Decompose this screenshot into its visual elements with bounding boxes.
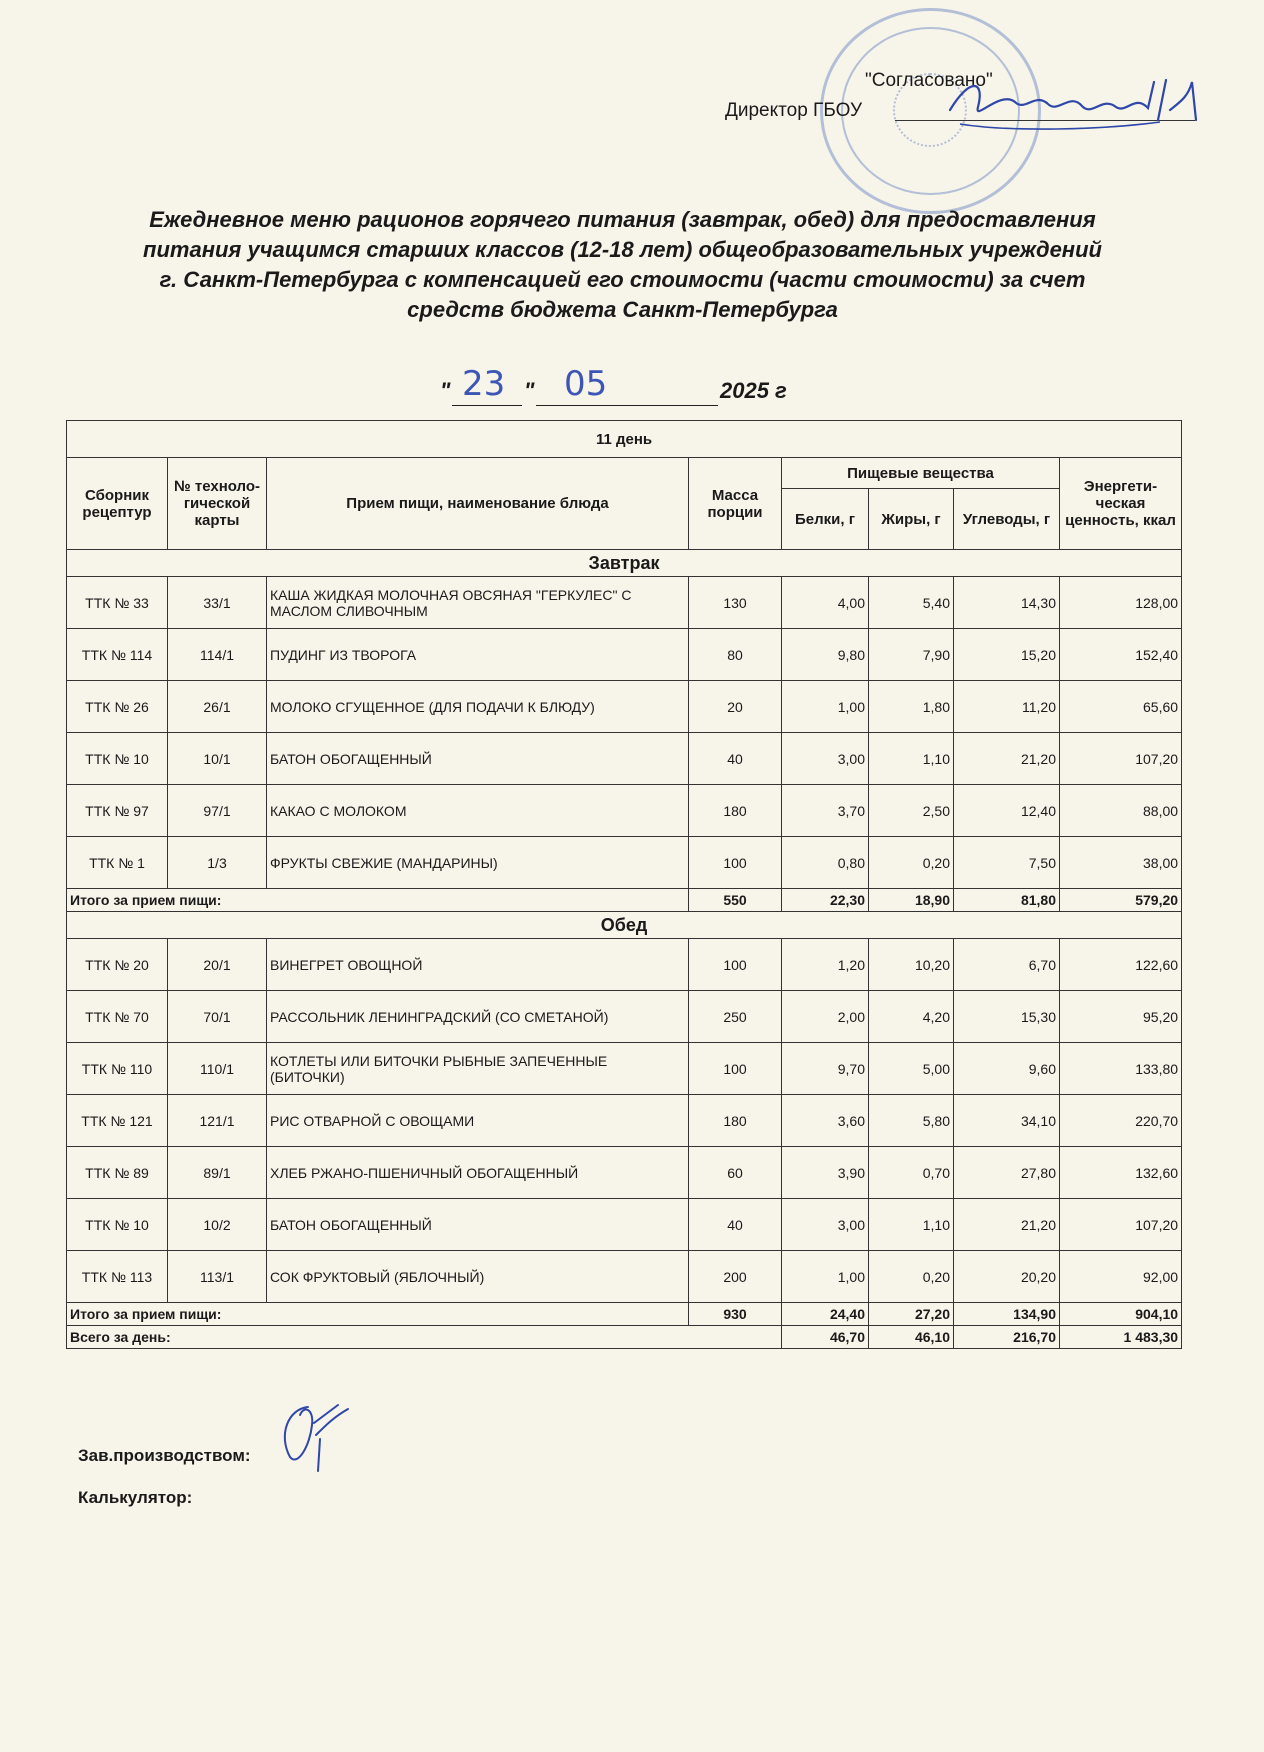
table-row (67, 629, 1182, 681)
cell-dish: КОТЛЕТЫ ИЛИ БИТОЧКИ РЫБНЫЕ ЗАПЕЧЕННЫЕ (БИТОЧКИ) (267, 1043, 689, 1095)
subtotal-protein: 24,40 (782, 1303, 869, 1326)
cell-card: 114/1 (168, 629, 267, 681)
cell-protein: 9,70 (782, 1043, 869, 1095)
cell-fat: 10,20 (869, 939, 954, 991)
cell-collection: ТТК № 110 (67, 1043, 168, 1095)
breakfast-section (67, 550, 1182, 912)
title-line: средств бюджета Санкт-Петербурга (407, 297, 838, 322)
cell-carbs: 12,40 (954, 785, 1060, 837)
cell-fat: 0,20 (869, 1251, 954, 1303)
cell-carbs: 20,20 (954, 1251, 1060, 1303)
cell-card: 97/1 (168, 785, 267, 837)
table-row (67, 837, 1182, 889)
table-row (67, 681, 1182, 733)
cell-carbs: 15,20 (954, 629, 1060, 681)
cell-protein: 3,90 (782, 1147, 869, 1199)
header-carbs: Углеводы, г (954, 489, 1060, 550)
grand-total-row (67, 1326, 1182, 1349)
cell-carbs: 11,20 (954, 681, 1060, 733)
cell-fat: 7,90 (869, 629, 954, 681)
cell-mass: 200 (689, 1251, 782, 1303)
cell-protein: 1,00 (782, 681, 869, 733)
subtotal-carbs: 134,90 (954, 1303, 1060, 1326)
table-row (67, 1147, 1182, 1199)
cell-fat: 0,20 (869, 837, 954, 889)
cell-protein: 3,60 (782, 1095, 869, 1147)
table-row (67, 1251, 1182, 1303)
cell-card: 121/1 (168, 1095, 267, 1147)
cell-card: 10/1 (168, 733, 267, 785)
table-row (67, 785, 1182, 837)
approval-label: "Согласовано" (865, 70, 993, 91)
cell-carbs: 15,30 (954, 991, 1060, 1043)
cell-card: 26/1 (168, 681, 267, 733)
table-row (67, 733, 1182, 785)
document-title (65, 205, 1180, 325)
grand-total-fat: 46,10 (869, 1326, 954, 1349)
cell-dish: СОК ФРУКТОВЫЙ (ЯБЛОЧНЫЙ) (267, 1251, 689, 1303)
cell-carbs: 9,60 (954, 1043, 1060, 1095)
cell-collection: ТТК № 1 (67, 837, 168, 889)
cell-energy: 220,70 (1060, 1095, 1182, 1147)
cell-fat: 5,00 (869, 1043, 954, 1095)
cell-energy: 132,60 (1060, 1147, 1182, 1199)
cell-mass: 180 (689, 785, 782, 837)
menu-table (66, 420, 1182, 1349)
cell-carbs: 27,80 (954, 1147, 1060, 1199)
cell-mass: 100 (689, 1043, 782, 1095)
cell-carbs: 21,20 (954, 733, 1060, 785)
production-head-signature (268, 1395, 358, 1475)
cell-energy: 95,20 (1060, 991, 1182, 1043)
calculator-label: Калькулятор: (78, 1488, 193, 1507)
cell-dish: МОЛОКО СГУЩЕННОЕ (ДЛЯ ПОДАЧИ К БЛЮДУ) (267, 681, 689, 733)
day-title: 11 день (67, 421, 1182, 458)
section-title: Завтрак (67, 550, 1182, 577)
cell-dish: БАТОН ОБОГАЩЕННЫЙ (267, 1199, 689, 1251)
cell-mass: 40 (689, 1199, 782, 1251)
subtotal-energy: 579,20 (1060, 889, 1182, 912)
cell-dish: ХЛЕБ РЖАНО-ПШЕНИЧНЫЙ ОБОГАЩЕННЫЙ (267, 1147, 689, 1199)
director-signature (930, 62, 1230, 142)
cell-dish: КАКАО С МОЛОКОМ (267, 785, 689, 837)
cell-collection: ТТК № 26 (67, 681, 168, 733)
cell-mass: 80 (689, 629, 782, 681)
date-year: 2025 г (720, 378, 787, 403)
subtotal-row (67, 889, 1182, 912)
cell-fat: 1,10 (869, 1199, 954, 1251)
subtotal-fat: 18,90 (869, 889, 954, 912)
cell-card: 33/1 (168, 577, 267, 629)
table-row (67, 577, 1182, 629)
cell-energy: 152,40 (1060, 629, 1182, 681)
header-protein: Белки, г (782, 489, 869, 550)
cell-energy: 65,60 (1060, 681, 1182, 733)
cell-card: 89/1 (168, 1147, 267, 1199)
date-month: 05 (564, 364, 608, 404)
cell-energy: 122,60 (1060, 939, 1182, 991)
cell-mass: 100 (689, 939, 782, 991)
cell-protein: 3,00 (782, 733, 869, 785)
cell-collection: ТТК № 89 (67, 1147, 168, 1199)
cell-protein: 1,00 (782, 1251, 869, 1303)
quote-mark: " (524, 378, 535, 403)
director-label: Директор ГБОУ (725, 100, 863, 121)
cell-protein: 3,00 (782, 1199, 869, 1251)
cell-card: 110/1 (168, 1043, 267, 1095)
cell-fat: 5,80 (869, 1095, 954, 1147)
cell-collection: ТТК № 33 (67, 577, 168, 629)
cell-mass: 20 (689, 681, 782, 733)
cell-energy: 107,20 (1060, 1199, 1182, 1251)
cell-carbs: 34,10 (954, 1095, 1060, 1147)
cell-mass: 40 (689, 733, 782, 785)
header-energy: Энергети-ческая ценность, ккал (1060, 458, 1182, 550)
table-header (67, 421, 1182, 550)
cell-mass: 180 (689, 1095, 782, 1147)
subtotal-protein: 22,30 (782, 889, 869, 912)
month-underline (536, 405, 718, 406)
header-nutrients: Пищевые вещества (782, 458, 1060, 489)
cell-protein: 1,20 (782, 939, 869, 991)
day-underline (452, 405, 522, 406)
cell-collection: ТТК № 121 (67, 1095, 168, 1147)
cell-fat: 2,50 (869, 785, 954, 837)
table-row (67, 1043, 1182, 1095)
cell-card: 1/3 (168, 837, 267, 889)
menu-date (440, 364, 820, 412)
subtotal-mass: 550 (689, 889, 782, 912)
cell-dish: ФРУКТЫ СВЕЖИЕ (МАНДАРИНЫ) (267, 837, 689, 889)
subtotal-label: Итого за прием пищи: (67, 1303, 689, 1326)
cell-carbs: 7,50 (954, 837, 1060, 889)
header-collection: Сборник рецептур (67, 458, 168, 550)
cell-fat: 0,70 (869, 1147, 954, 1199)
subtotal-fat: 27,20 (869, 1303, 954, 1326)
title-line: питания учащимся старших классов (12-18 лет) общеобразовательных учреждений (143, 237, 1102, 262)
table-row (67, 1199, 1182, 1251)
header-fat: Жиры, г (869, 489, 954, 550)
cell-card: 10/2 (168, 1199, 267, 1251)
grand-total-carbs: 216,70 (954, 1326, 1060, 1349)
date-day: 23 (462, 364, 506, 404)
title-line: г. Санкт-Петербурга с компенсацией его стоимости (части стоимости) за счет (159, 267, 1086, 292)
grand-total-protein: 46,70 (782, 1326, 869, 1349)
cell-energy: 88,00 (1060, 785, 1182, 837)
subtotal-label: Итого за прием пищи: (67, 889, 689, 912)
cell-energy: 92,00 (1060, 1251, 1182, 1303)
cell-card: 113/1 (168, 1251, 267, 1303)
cell-carbs: 6,70 (954, 939, 1060, 991)
cell-dish: БАТОН ОБОГАЩЕННЫЙ (267, 733, 689, 785)
cell-card: 70/1 (168, 991, 267, 1043)
cell-collection: ТТК № 70 (67, 991, 168, 1043)
subtotal-carbs: 81,80 (954, 889, 1060, 912)
cell-carbs: 14,30 (954, 577, 1060, 629)
cell-fat: 1,10 (869, 733, 954, 785)
cell-dish: КАША ЖИДКАЯ МОЛОЧНАЯ ОВСЯНАЯ "ГЕРКУЛЕС" С МАСЛОМ СЛИВОЧНЫМ (267, 577, 689, 629)
header-meal-name: Прием пищи, наименование блюда (267, 458, 689, 550)
subtotal-energy: 904,10 (1060, 1303, 1182, 1326)
cell-energy: 128,00 (1060, 577, 1182, 629)
subtotal-row (67, 1303, 1182, 1326)
cell-carbs: 21,20 (954, 1199, 1060, 1251)
grand-total-energy: 1 483,30 (1060, 1326, 1182, 1349)
cell-collection: ТТК № 114 (67, 629, 168, 681)
cell-energy: 133,80 (1060, 1043, 1182, 1095)
cell-protein: 4,00 (782, 577, 869, 629)
grand-total-label: Всего за день: (67, 1326, 782, 1349)
cell-mass: 250 (689, 991, 782, 1043)
cell-fat: 5,40 (869, 577, 954, 629)
cell-dish: РИС ОТВАРНОЙ С ОВОЩАМИ (267, 1095, 689, 1147)
section-title: Обед (67, 912, 1182, 939)
title-line: Ежедневное меню рационов горячего питания (завтрак, обед) для предоставления (149, 207, 1096, 232)
cell-fat: 1,80 (869, 681, 954, 733)
subtotal-mass: 930 (689, 1303, 782, 1326)
cell-energy: 38,00 (1060, 837, 1182, 889)
header-portion: Масса порции (689, 458, 782, 550)
cell-collection: ТТК № 20 (67, 939, 168, 991)
cell-fat: 4,20 (869, 991, 954, 1043)
quote-mark: " (440, 378, 451, 403)
cell-energy: 107,20 (1060, 733, 1182, 785)
cell-dish: ВИНЕГРЕТ ОВОЩНОЙ (267, 939, 689, 991)
cell-mass: 60 (689, 1147, 782, 1199)
cell-protein: 3,70 (782, 785, 869, 837)
lunch-section (67, 912, 1182, 1349)
cell-collection: ТТК № 10 (67, 1199, 168, 1251)
cell-mass: 130 (689, 577, 782, 629)
cell-collection: ТТК № 97 (67, 785, 168, 837)
table-row (67, 939, 1182, 991)
cell-protein: 2,00 (782, 991, 869, 1043)
cell-protein: 0,80 (782, 837, 869, 889)
cell-card: 20/1 (168, 939, 267, 991)
table-row (67, 991, 1182, 1043)
header-card-no: № техноло-гической карты (168, 458, 267, 550)
cell-dish: ПУДИНГ ИЗ ТВОРОГА (267, 629, 689, 681)
cell-collection: ТТК № 10 (67, 733, 168, 785)
production-head-label: Зав.производством: (78, 1446, 251, 1465)
table-row (67, 1095, 1182, 1147)
cell-protein: 9,80 (782, 629, 869, 681)
cell-mass: 100 (689, 837, 782, 889)
cell-collection: ТТК № 113 (67, 1251, 168, 1303)
cell-dish: РАССОЛЬНИК ЛЕНИНГРАДСКИЙ (СО СМЕТАНОЙ) (267, 991, 689, 1043)
